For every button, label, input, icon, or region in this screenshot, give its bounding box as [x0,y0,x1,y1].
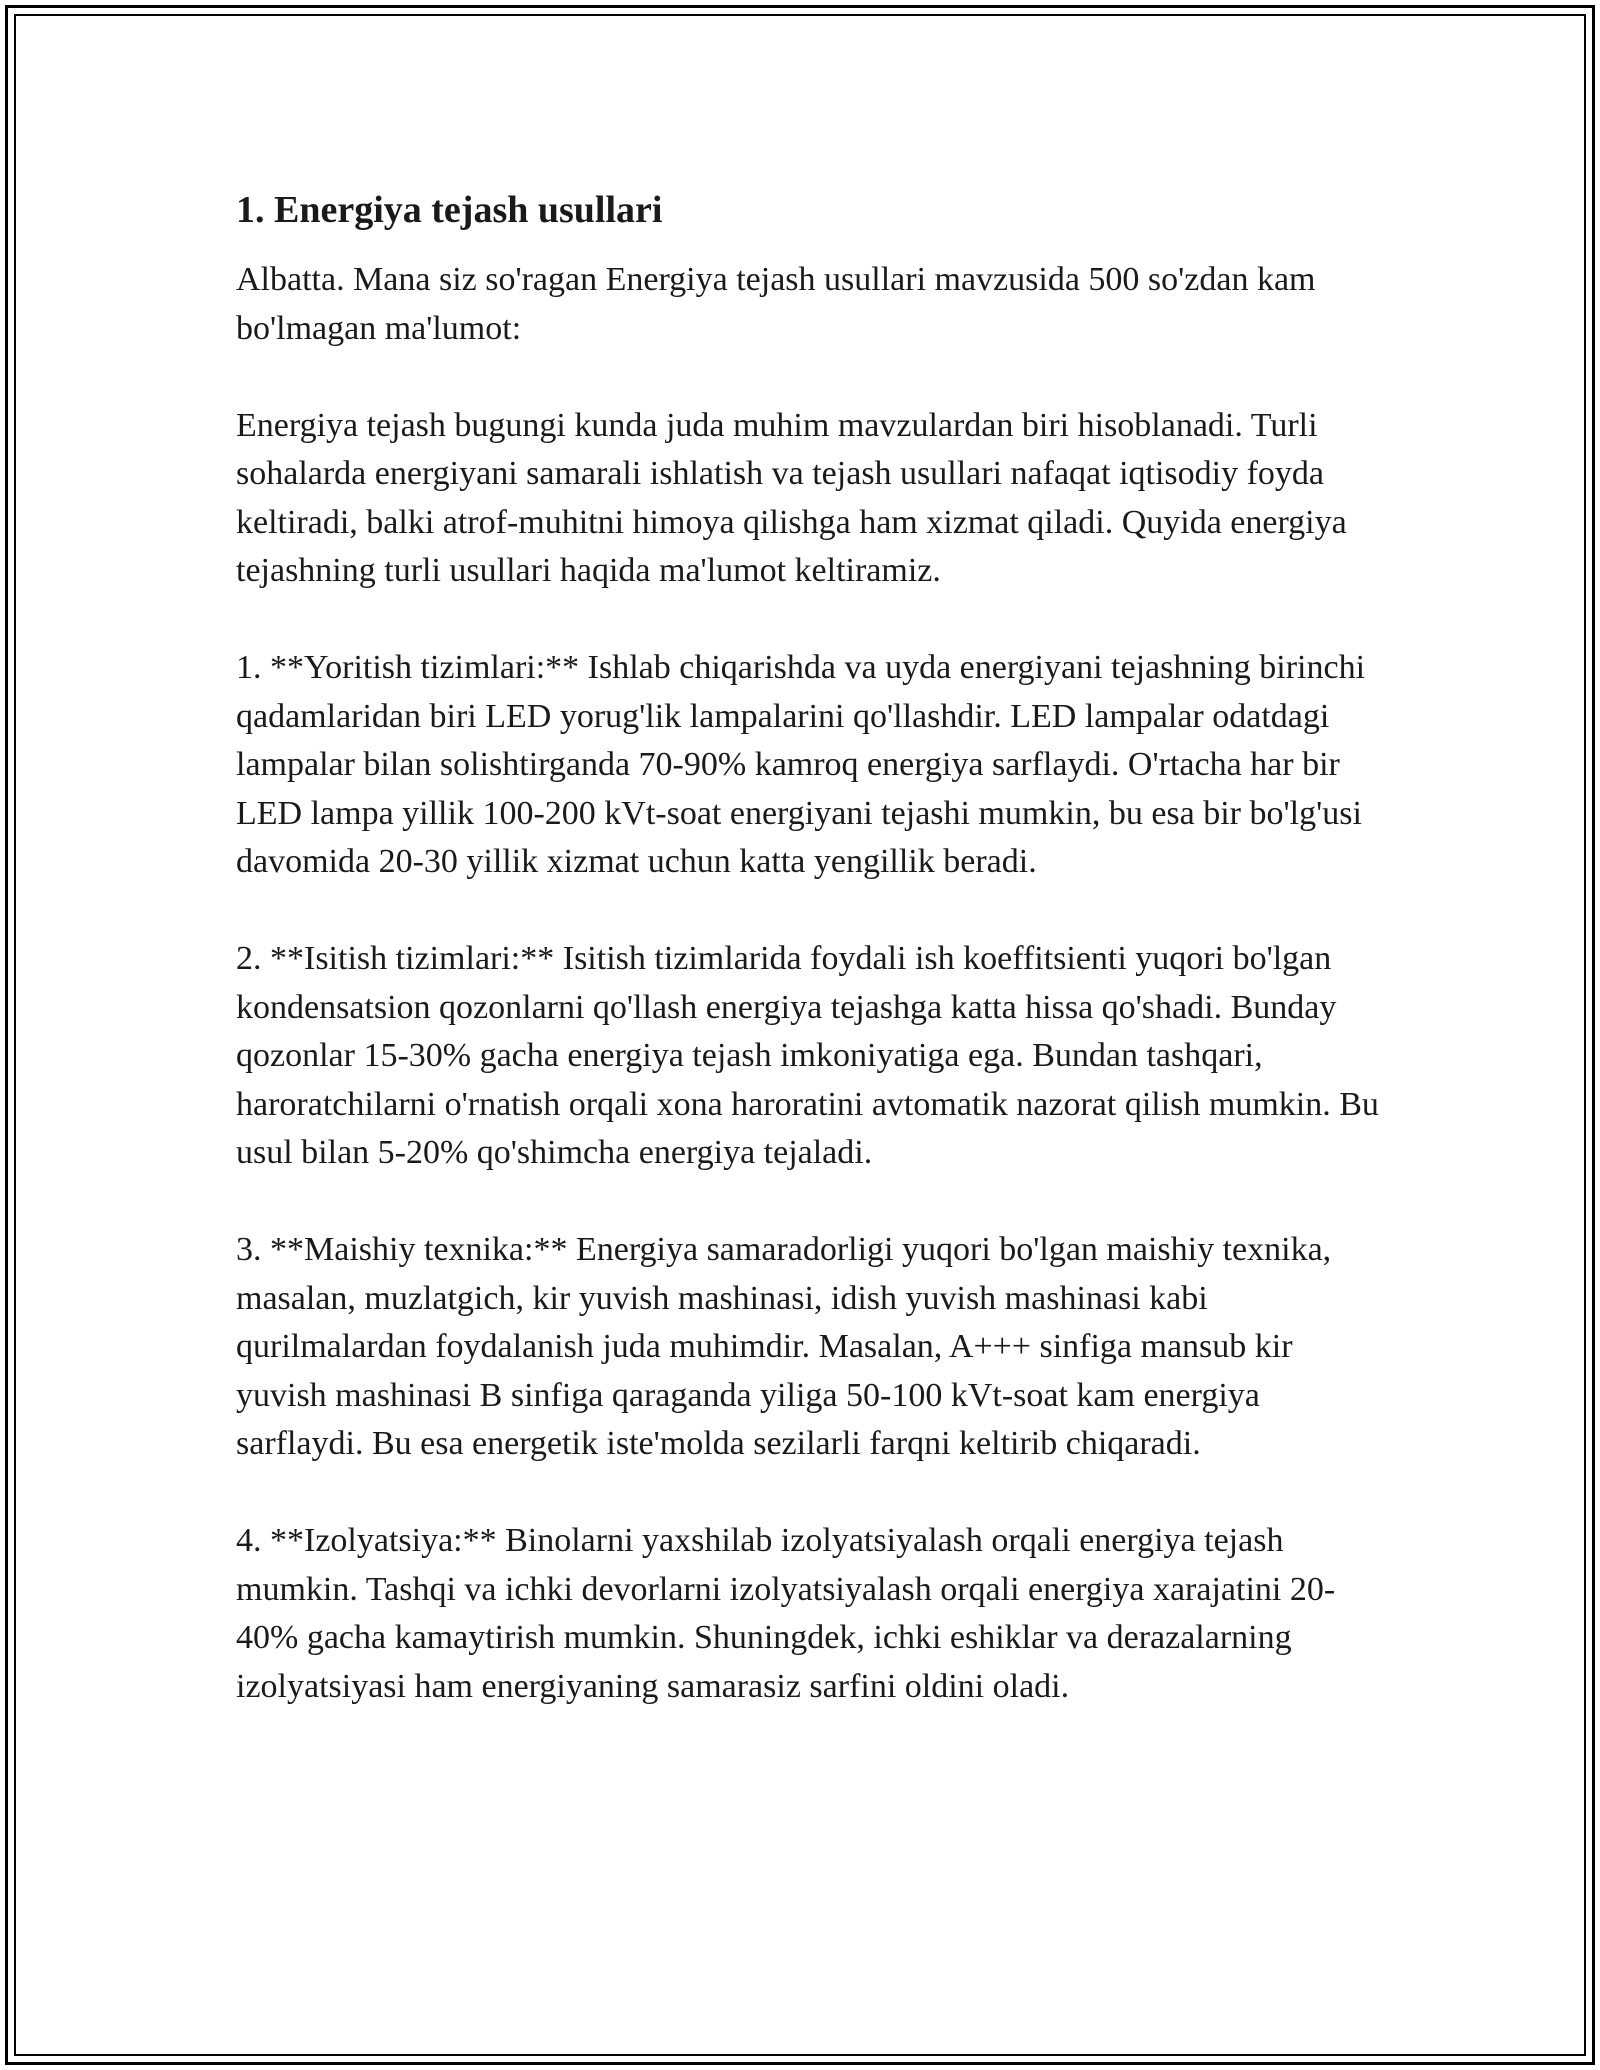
heating-paragraph: 2. **Isitish tizimlari:** Isitish tizimlarida foydali ish koeffitsienti yuqori bo'lgan kondensatsion qozonlarni qo'llash energiya tejashga katta hissa qo'shadi. Bunday qozonlar 15-30% gacha energiya tejash imkoniyatiga ega. Bundan tashqari, haroratchilarni o'rnatish orqali xona haroratini avtomatik nazorat qilish mumkin. Bu usul bilan 5-20% qo'shimcha energiya tejaladi. [236,940,1379,1171]
insulation-paragraph: 4. **Izolyatsiya:** Binolarni yaxshilab izolyatsiyalash orqali energiya tejash mumkin. Tashqi va ichki devorlarni izolyatsiyalash orqali energiya xarajatini 20-40% gacha kamaytirish mumkin. Shuningdek, ichki eshiklar va derazalarning izolyatsiyasi ham energiyaning samarasiz sarfini oldini oladi. [236,1522,1336,1705]
intro-paragraph: Albatta. Mana siz so'ragan Energiya tejash usullari mavzusida 500 so'zdan kam bo'lmagan ma'lumot: [236,261,1316,347]
overview-paragraph: Energiya tejash bugungi kunda juda muhim mavzulardan biri hisoblanadi. Turli sohalarda energiyani samarali ishlatish va tejash usullari nafaqat iqtisodiy foyda keltiradi, balki atrof-muhitni himoya qilishga ham xizmat qiladi. Quyida energiya tejashning turli usullari haqida ma'lumot keltiramiz. [236,406,1347,589]
document-body [236,186,1386,1711]
document-title: 1. Energiya tejash usullari [236,189,663,231]
lighting-paragraph: 1. **Yoritish tizimlari:** Ishlab chiqarishda va uyda energiyani tejashning birinchi qadamlaridan biri LED yorug'lik lampalarini qo'llashdir. LED lampalar odatdagi lampalar bilan solishtirganda 70-90% kamroq energiya sarflaydi. O'rtacha har bir LED lampa yillik 100-200 kVt-soat energiyani tejashi mumkin, bu esa bir bo'lg'usi davomida 20-30 yillik xizmat uchun katta yengillik beradi. [236,649,1366,880]
appliances-paragraph: 3. **Maishiy texnika:** Energiya samaradorligi yuqori bo'lgan maishiy texnika, masalan, muzlatgich, kir yuvish mashinasi, idish yuvish mashinasi kabi qurilmalardan foydalanish juda muhimdir. Masalan, A+++ sinfiga mansub kir yuvish mashinasi B sinfiga qaraganda yiliga 50-100 kVt-soat kam energiya sarflaydi. Bu esa energetik iste'molda sezilarli farqni keltirib chiqaradi. [236,1231,1332,1462]
